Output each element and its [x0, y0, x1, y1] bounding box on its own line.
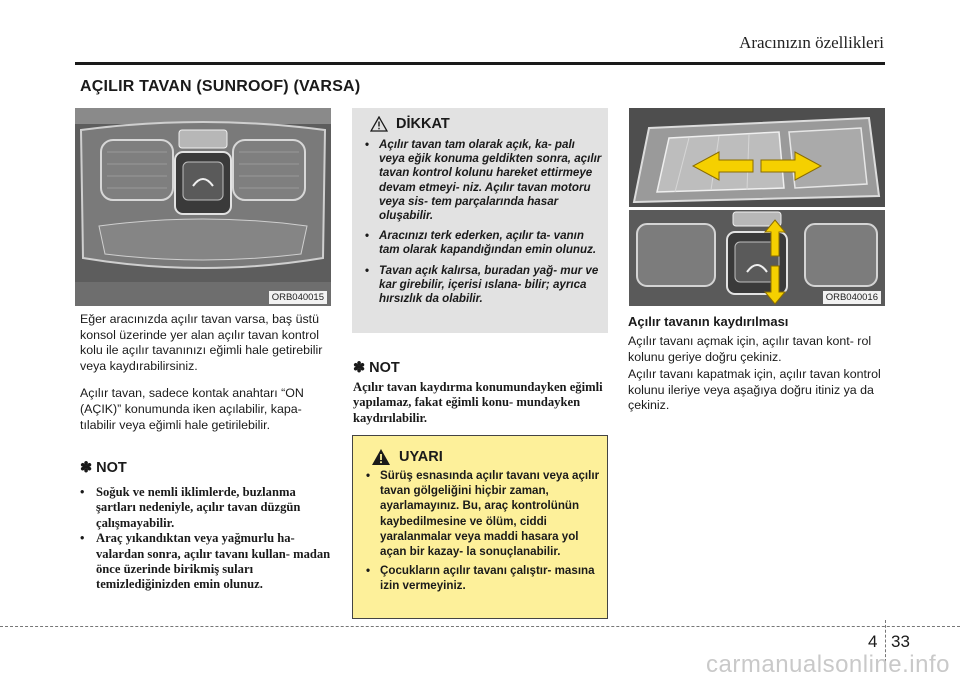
page-header-title: Aracınızın özellikleri: [739, 33, 884, 52]
figure-label: ORB040015: [269, 291, 327, 304]
note-heading-middle: ✽ NOT: [353, 360, 400, 376]
sunroof-photo: [629, 108, 885, 207]
warning-heading: UYARI: [399, 449, 443, 465]
caution-triangle-icon: [370, 116, 388, 132]
caution-list: [362, 138, 602, 312]
intro-paragraph: Eğer aracınızda açılır tavan varsa, baş üstü konsol üzerinde yer alan açılır tavan kontrol kolu ile açılır tavanınızı eğimli hale getirebilir veya kaydırabilirsiniz.: [80, 312, 323, 373]
warning-header: [371, 448, 443, 466]
warning-box: [352, 435, 608, 619]
chapter-number: 4: [868, 632, 878, 651]
caution-item: • Tavan açık kalırsa, buradan yağ- mur ve kar girebilir, içerisi ıslana- bilir; ayrıca hırsızlık da olabilir.: [362, 264, 602, 307]
caution-item: • Aracınızı terk ederken, açılır ta- vanın tam olarak kapandığından emin olunuz.: [362, 229, 602, 257]
note-list-left: [80, 485, 333, 593]
note-text-middle: Açılır tavan kaydırma konumundayken eğimli yapılamaz, fakat eğimli konu- mundayken kaydırılabilir.: [353, 380, 603, 425]
slide-sub-heading: Açılır tavanın kaydırılması: [628, 314, 789, 329]
figure-label: ORB040016: [823, 291, 881, 304]
overhead-console-illustration: [75, 108, 331, 306]
warning-triangle-icon: [371, 448, 391, 466]
caution-heading: DİKKAT: [396, 116, 450, 132]
caution-box: [352, 108, 608, 333]
note-item: • Araç yıkandıktan veya yağmurlu ha- valardan sonra, açılır tavanı kullan- madan önce üzerinde birikmiş suları temizlediğinizden emin olunuz.: [80, 531, 333, 593]
overhead-console-photo: [75, 108, 331, 306]
warning-item: • Sürüş esnasında açılır tavanı veya açılır tavan gölgeliğini hiçbir zaman, ayarlamayınız. Bu, araç kontrolünün kaybedilmesine ve ölüm, ciddi yaralanmalar veya maddi hasara yol açan bir kazay- la sonuçlanabilir.: [363, 468, 603, 559]
open-instruction: Açılır tavanı açmak için, açılır tavan kont- rol kolunu geriye doğru çekiniz.: [628, 334, 872, 364]
left-body-text: [80, 312, 332, 445]
caution-header: [370, 116, 450, 132]
watermark: carmanualsonline.info: [706, 651, 950, 678]
right-body-text: [628, 334, 884, 426]
warning-list: [363, 468, 603, 598]
sunroof-lever-photo: [629, 210, 885, 306]
section-title: AÇILIR TAVAN (SUNROOF) (VARSA): [80, 78, 361, 95]
ignition-paragraph: Açılır tavan, sadece kontak anahtarı “ON (AÇIK)” konumunda iken açılabilir, kapa- tılabilir veya eğimli hale getirilebilir.: [80, 386, 304, 432]
page-number: 33: [891, 632, 910, 651]
close-instruction: Açılır tavanı kapatmak için, açılır tavan kontrol kolunu ileriye veya aşağıya doğru itiniz ya da çekiniz.: [628, 367, 881, 413]
warning-item: • Çocukların açılır tavanı çalıştır- masına izin vermeyiniz.: [363, 563, 603, 593]
note-heading-left: ✽ NOT: [80, 460, 127, 476]
note-item: • Soğuk ve nemli iklimlerde, buzlanma şartları nedeniyle, açılır tavan düzgün çalışmayabilir.: [80, 485, 333, 531]
sunroof-slide-illustration: [629, 108, 885, 207]
footer-rule: [0, 626, 960, 627]
header-rule: [75, 62, 885, 65]
caution-item: • Açılır tavan tam olarak açık, ka- palı veya eğik konuma geldikten sonra, açılır tavan kontrol kolunu hareket ettirmeye devam etmeyi- niz. Açılır tavan motoru veya sis- tem parçalarında hasar oluşabilir.: [362, 138, 602, 223]
